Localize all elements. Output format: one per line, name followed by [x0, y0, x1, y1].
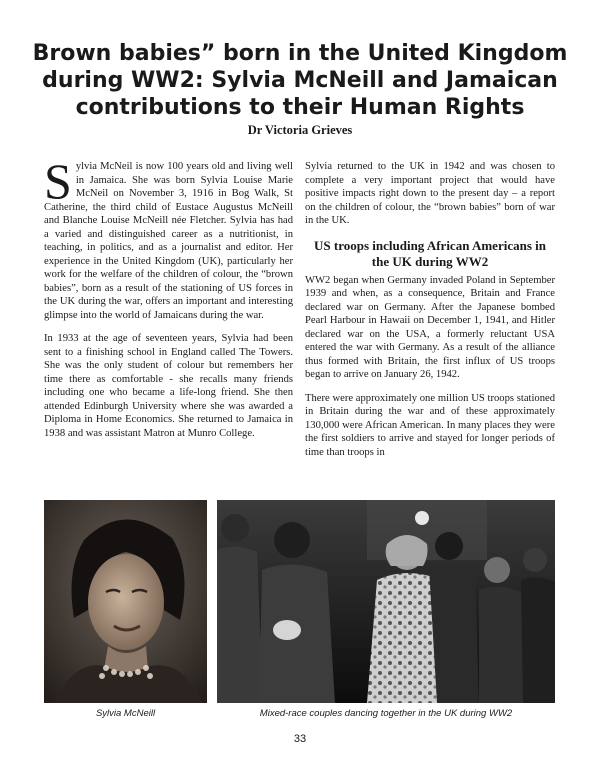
- education-paragraph: In 1933 at the age of seventeen years, Sylvia had been sent to a finishing school in England called The Towers. She was the only student of colour but remembers her time there as comfortable - she recalls many friends including one who became a life-long friend. She then attended Edinburgh University where she was awarded a Diploma in Home Economics. She returned to Jamaica in 1938 and was assistant Matron at Munro College.: [44, 333, 293, 439]
- intro-paragraph: [44, 153, 293, 322]
- dancing-caption: Mixed-race couples dancing together in the UK during WW2: [259, 708, 513, 719]
- portrait-caption: Sylvia McNeill: [95, 708, 156, 719]
- article-author: Dr Victoria Grieves: [247, 123, 353, 137]
- page-number: 33: [293, 733, 307, 745]
- troops-paragraph: There were approximately one million US troops stationed in Britain during the war and of these approximately 130,000 were African American. In many places they were the first soldiers to arrive and stayed for longer periods of time than troops in: [305, 392, 555, 458]
- article-title: Brown babies” born in the United Kingdom during WW2: Sylvia McNeill and Jamaican contributions to their Human Rights: [32, 41, 568, 120]
- dancing-couples-photo: [217, 500, 555, 703]
- left-column: [44, 153, 293, 450]
- portrait-photo: [44, 500, 207, 703]
- right-column: [305, 160, 555, 469]
- dancing-illustration: [217, 500, 555, 703]
- ww2-paragraph: WW2 began when Germany invaded Poland in September 1939 and when, as a consequence, Britain and France declared war on Germany. After the Japanese bombed Pearl Harbour in Hawaii on December 1, 1941, and Hitler declared war on the USA, a formerly reluctant USA entered the war with Germany. As a result of the alliance thus formed with Britain, the first influx of US troops began to arrive on January 26, 1942.: [305, 274, 555, 380]
- intro-text: ylvia McNeil is now 100 years old and living well in Jamaica. She was born Sylvia Louise Marie McNeil on November 3, 1916 in Bog Walk, St Catherine, the third child of Eustace Augustus McNeill and Blanche Louise McNeill née Fletcher. Sylvia has had a varied and distinguished career as a nutritionist, in teaching, in politics, and as a journalist and editor. Her experience in the United Kingdom (UK), particularly her work for the welfare of the children of colour, the “brown babies”, born as a result of the stationing of US forces in the UK during the war, offers an important and interesting glimpse into the world of Jamaicans during the war.: [44, 161, 293, 321]
- drop-cap: S: [44, 153, 72, 209]
- section-subheading: US troops including African Americans in the UK during WW2: [314, 237, 546, 269]
- portrait-illustration: [44, 500, 207, 703]
- return-paragraph: Sylvia returned to the UK in 1942 and was chosen to complete a very important project that would have positive impacts right down to the present day – a report on the children of colour, the “brown babies” born of war in the UK.: [305, 161, 555, 226]
